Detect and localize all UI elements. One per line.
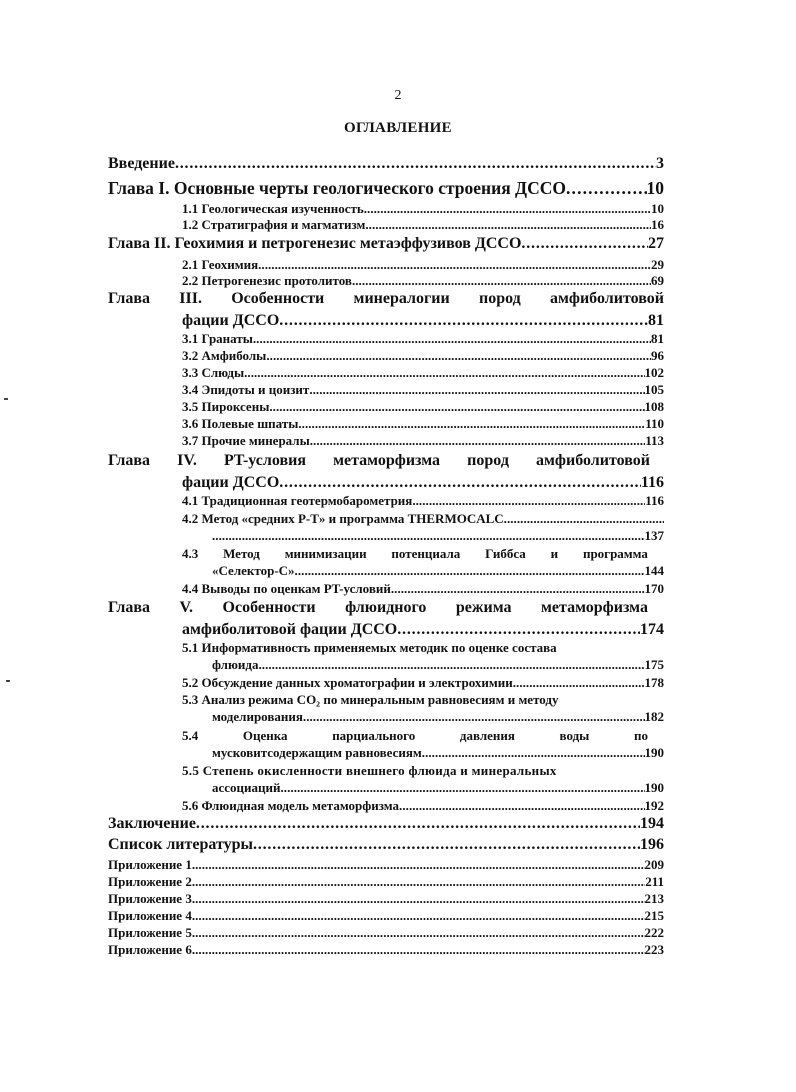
word: PT-условия <box>223 452 306 469</box>
toc-entry-3-1[interactable] <box>182 331 664 347</box>
leader-dots <box>309 382 644 398</box>
leader-dots <box>391 581 645 597</box>
word: по <box>633 728 648 743</box>
toc-label: Приложение 5 <box>108 925 192 940</box>
toc-page: 182 <box>644 709 664 724</box>
toc-label: амфиболитовой фации ДССО <box>182 621 398 638</box>
word: V. <box>179 599 194 616</box>
leader-dots <box>352 273 651 289</box>
toc-label: флюида <box>212 657 259 672</box>
leader-dots <box>253 836 640 854</box>
toc-entry-appendix-1[interactable] <box>108 857 664 873</box>
toc-entry-4-2-line1[interactable] <box>182 511 664 527</box>
leader-dots <box>192 874 645 890</box>
toc-label: 1.2 Стратиграфия и магматизм <box>182 217 366 232</box>
toc-entry-conclusion[interactable] <box>108 815 664 833</box>
word: и <box>550 546 559 561</box>
toc-entry-5-2[interactable] <box>182 675 664 691</box>
toc-page: 81 <box>648 312 664 329</box>
toc-label: Приложение 6 <box>108 942 192 957</box>
word: амфиболитовой <box>536 452 650 469</box>
toc-entry-chapter-5-line1[interactable] <box>108 599 648 617</box>
toc-entry-chapter-5-line2[interactable] <box>182 621 664 639</box>
leader-dots <box>566 178 647 199</box>
leader-dots <box>192 908 645 924</box>
leader-dots <box>175 155 656 173</box>
toc-page: 81 <box>651 331 664 346</box>
toc-label: Приложение 3 <box>108 891 192 906</box>
leader-dots <box>397 621 640 639</box>
toc-label: 3.4 Эпидоты и цоизит <box>182 382 310 397</box>
toc-label: фации ДССО <box>182 312 280 329</box>
toc-page: 194 <box>640 815 664 832</box>
word: минералогии <box>353 290 450 307</box>
toc-page: 16 <box>651 217 664 232</box>
toc-page: 29 <box>651 257 664 272</box>
word: режима <box>455 599 512 616</box>
word: потенциала <box>391 546 461 561</box>
toc-entry-1-1[interactable] <box>182 201 664 217</box>
leader-dots <box>281 780 645 796</box>
toc-label: ассоциаций <box>212 780 281 795</box>
leader-dots <box>258 657 644 673</box>
toc-page: 223 <box>644 942 664 957</box>
toc-entry-intro[interactable] <box>108 155 664 173</box>
leader-dots <box>258 257 651 273</box>
word: минимизации <box>284 546 367 561</box>
toc-entry-5-1-line1[interactable]: 5.1 Информативность применяемых методик по оценке состава <box>182 640 557 655</box>
toc-entry-3-5[interactable] <box>182 399 664 415</box>
word: флюидного <box>345 599 427 616</box>
toc-page: 10 <box>651 201 664 216</box>
leader-dots <box>310 433 645 449</box>
word: III. <box>179 290 202 307</box>
toc-label: 3.7 Прочие минералы <box>182 433 310 448</box>
toc-page: 69 <box>651 273 664 288</box>
leader-dots <box>192 891 645 907</box>
toc-label: 5.6 Флюидная модель метаморфизма <box>182 798 400 813</box>
leader-dots <box>269 399 644 415</box>
word: амфиболитовой <box>549 290 664 307</box>
toc-page: 211 <box>645 874 664 889</box>
leader-dots <box>266 348 651 364</box>
scan-speck <box>6 680 10 682</box>
toc-page: 102 <box>644 365 664 380</box>
word: Особенности <box>222 599 316 616</box>
toc-label: Заключение <box>108 815 196 832</box>
toc-label: 2.2 Петрогенезис протолитов <box>182 273 352 288</box>
toc-entry-chapter-4-line1[interactable] <box>108 452 650 470</box>
toc-page: 116 <box>640 474 664 491</box>
toc-label: Глава II. Геохимия и петрогенезис метаэффузивов ДССО <box>108 235 522 252</box>
leader-dots <box>192 942 645 958</box>
word: пород <box>467 452 509 469</box>
toc-entry-4-2-line2[interactable] <box>212 528 664 544</box>
toc-entry-3-6[interactable] <box>182 416 664 432</box>
toc-label: 4.4 Выводы по оценкам PT-условий <box>182 581 391 596</box>
toc-page: 27 <box>648 235 664 252</box>
toc-page: 190 <box>644 780 664 795</box>
toc-page: 190 <box>644 745 664 760</box>
toc-entry-5-3-line1[interactable]: 5.3 Анализ режима CO₂ по минеральным равновесиям и методу <box>182 692 559 707</box>
word: Глава <box>108 452 150 469</box>
leader-dots <box>244 365 644 381</box>
toc-entry-5-5-line2[interactable] <box>212 780 664 796</box>
toc-entry-5-3-line2[interactable] <box>212 709 664 725</box>
toc-label: Список литературы <box>108 836 253 853</box>
toc-entry-chapter-1[interactable] <box>108 178 664 199</box>
toc-entry-4-1[interactable] <box>182 493 664 509</box>
toc-label: 4.1 Традиционная геотермобарометрия <box>182 493 413 508</box>
toc-entry-4-3-line1[interactable] <box>182 546 648 562</box>
toc-page: 174 <box>640 621 664 638</box>
toc-page: 105 <box>644 382 664 397</box>
word: Гиббса <box>485 546 526 561</box>
toc-page: 196 <box>640 836 664 853</box>
toc-page: 116 <box>645 493 664 508</box>
word: парциального <box>332 728 416 743</box>
word: Особенности <box>231 290 325 307</box>
leader-dots <box>212 528 645 544</box>
toc-page: 10 <box>646 178 664 198</box>
leader-dots <box>192 925 645 941</box>
leader-dots <box>422 745 645 761</box>
page-number: 2 <box>394 88 402 103</box>
word: IV. <box>177 452 197 469</box>
leader-dots <box>253 331 651 347</box>
word: давления <box>459 728 515 743</box>
toc-label: Приложение 2 <box>108 874 192 889</box>
toc-page: 222 <box>644 925 664 940</box>
toc-page: 178 <box>644 675 664 690</box>
toc-label: Введение <box>108 155 175 172</box>
leader-dots <box>412 493 645 509</box>
toc-label: 3.3 Слюды <box>182 365 245 380</box>
scan-speck <box>4 398 8 400</box>
leader-dots <box>504 511 664 527</box>
word: метаморфизма <box>333 452 441 469</box>
toc-page: 192 <box>644 798 664 813</box>
toc-page: 110 <box>645 416 664 431</box>
toc-page: 215 <box>644 908 664 923</box>
toc-entry-3-2[interactable] <box>182 348 664 364</box>
word: 4.3 <box>182 546 199 561</box>
toc-entry-4-4[interactable] <box>182 581 664 597</box>
leader-dots <box>365 217 651 233</box>
leader-dots <box>279 474 641 492</box>
toc-entry-5-5-line1[interactable]: 5.5 Степень окисленности внешнего флюида и минеральных <box>182 763 557 778</box>
toc-page: 113 <box>645 433 664 448</box>
leader-dots <box>521 235 648 253</box>
toc-entry-chapter-4-line2[interactable] <box>182 474 664 492</box>
leader-dots <box>513 675 645 691</box>
toc-label: 3.2 Амфиболы <box>182 348 267 363</box>
toc-label: моделирования <box>212 709 303 724</box>
toc-label: «Селектор-С» <box>212 563 295 578</box>
toc-label: Приложение 4 <box>108 908 192 923</box>
toc-page: 209 <box>644 857 664 872</box>
toc-page: 144 <box>644 563 664 578</box>
toc-label: Приложение 1 <box>108 857 192 872</box>
toc-label: 5.2 Обсуждение данных хроматографии и электрохимии <box>182 675 513 690</box>
toc-label: 3.5 Пироксены <box>182 399 270 414</box>
toc-label: 1.1 Геологическая изученность <box>182 201 364 216</box>
toc-entry-chapter-3-line2[interactable] <box>182 312 664 330</box>
word: воды <box>559 728 590 743</box>
toc-entry-appendix-6[interactable] <box>108 942 664 958</box>
leader-dots <box>196 815 640 833</box>
toc-label: 3.1 Гранаты <box>182 331 253 346</box>
toc-entry-2-1[interactable] <box>182 257 664 273</box>
toc-entry-5-1-line2[interactable] <box>212 657 664 673</box>
word: Глава <box>108 599 150 616</box>
toc-entry-appendix-3[interactable] <box>108 891 664 907</box>
toc-entry-3-4[interactable] <box>182 382 664 398</box>
word: Глава <box>108 290 150 307</box>
word: метаморфизма <box>541 599 648 616</box>
word: Метод <box>223 546 260 561</box>
leader-dots <box>298 416 645 432</box>
leader-dots <box>303 709 645 725</box>
page-title: ОГЛАВЛЕНИЕ <box>344 120 452 136</box>
toc-label: 3.6 Полевые шпаты <box>182 416 299 431</box>
toc-entry-3-7[interactable] <box>182 433 664 449</box>
word: 5.4 <box>182 728 199 743</box>
toc-page: 213 <box>644 891 664 906</box>
toc-entry-appendix-4[interactable] <box>108 908 664 924</box>
leader-dots <box>295 563 645 579</box>
toc-entry-2-2[interactable] <box>182 273 664 289</box>
toc-entry-references[interactable] <box>108 836 664 854</box>
word: программа <box>582 546 648 561</box>
word: пород <box>478 290 521 307</box>
toc-entry-5-6[interactable] <box>182 798 664 814</box>
toc-entry-appendix-2[interactable] <box>108 874 664 890</box>
leader-dots <box>399 798 644 814</box>
toc-label: Глава I. Основные черты геологического строения ДССО <box>108 178 566 198</box>
toc-entry-5-4-line2[interactable] <box>212 745 664 761</box>
toc-label: 4.2 Метод «средних P-T» и программа THERMOCALC <box>182 511 504 526</box>
toc-entry-3-3[interactable] <box>182 365 664 381</box>
toc-label: фации ДССО <box>182 474 280 491</box>
toc-entry-chapter-2[interactable] <box>108 235 664 253</box>
toc-page: 108 <box>644 399 664 414</box>
toc-page: 170 <box>644 581 664 596</box>
leader-dots <box>279 312 648 330</box>
toc-entry-5-4-line1[interactable] <box>182 728 648 744</box>
toc-label: мусковитсодержащим равновесиям <box>212 745 422 760</box>
leader-dots <box>192 857 645 873</box>
toc-entry-chapter-3-line1[interactable] <box>108 290 664 308</box>
word: Оценка <box>242 728 288 743</box>
toc-entry-1-2[interactable] <box>182 217 664 233</box>
toc-entry-appendix-5[interactable] <box>108 925 664 941</box>
toc-page: 96 <box>651 348 664 363</box>
toc-page: 175 <box>644 657 664 672</box>
toc-entry-4-3-line2[interactable] <box>212 563 664 579</box>
toc-page: 3 <box>656 155 664 172</box>
toc-label: 2.1 Геохимия <box>182 257 259 272</box>
toc-page: 137 <box>644 528 664 543</box>
leader-dots <box>364 201 651 217</box>
